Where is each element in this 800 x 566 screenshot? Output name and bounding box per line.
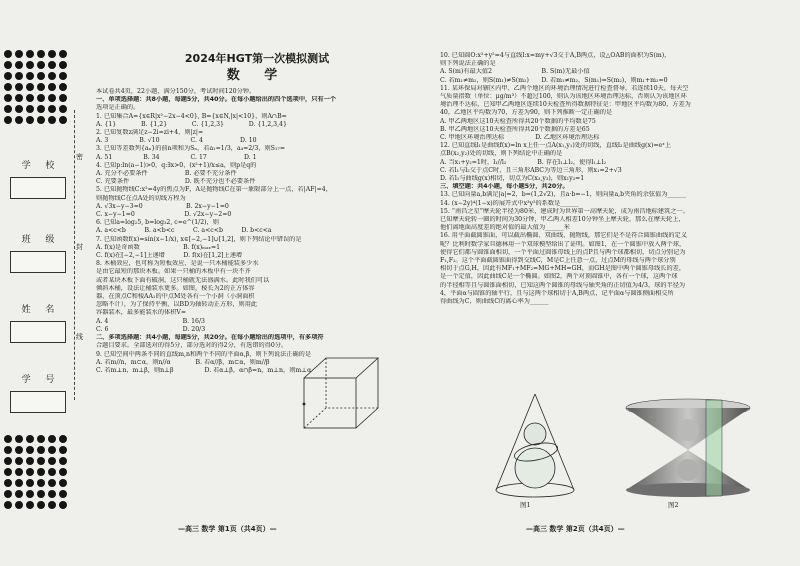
question-line: C. 6 D. 20/3 (96, 325, 206, 333)
question-line: 1. 已知集合A={x∈R|x²−2x−4<0}, B={x∈N,|x|<10}，则A∩B= (96, 112, 287, 120)
binding-dot (4, 61, 12, 69)
small-sphere (524, 423, 546, 445)
question-line: 二、多项选择题：共4小题，每题5分，共20分。在每小题给出的选项中，有多项符 (96, 334, 324, 342)
binding-dot (26, 72, 34, 80)
question-line: 6. 已知a=log₂5, b=log₃2, c=e^(1/2)，则 (96, 219, 219, 227)
binding-dot (26, 446, 34, 454)
student-id-box[interactable] (10, 391, 66, 413)
question-line: 合题目要求。全部选对的得5分，部分选对的得2分，有选错的得0分。 (96, 342, 288, 350)
binding-dot (26, 83, 34, 91)
binding-dot (48, 479, 56, 487)
binding-dot (26, 457, 34, 465)
binding-dot (37, 435, 45, 443)
binding-dot (4, 457, 12, 465)
student-id-field (8, 372, 68, 413)
question-line: C. 甲地区环境治理达标 D. 乙地区环境治理达标 (440, 134, 600, 142)
question-line: A. f(x)是奇函数 B. f(x)ₘₐₓ=1 (96, 243, 221, 251)
question-line: 16. 用平面截圆锥面，可以截出椭圆、双曲线、抛物线，那它们是不是符合圆锥曲线的定义 (440, 232, 687, 240)
question-line: 5. 已知抛物线C:x²=4y的焦点为F，A是抛物线C在第一象限部分上一点，若|AF|=4， (96, 186, 332, 194)
binding-dot (48, 116, 56, 124)
binding-dot (4, 446, 12, 454)
upper-sphere (677, 419, 699, 441)
binding-dot (26, 468, 34, 476)
question-line: A. 甲乙两地区这10天检查所得共20个数据的平均数是75 (440, 117, 596, 125)
binding-dot (48, 83, 56, 91)
binding-dot (37, 50, 45, 58)
name-label: 姓 名 (21, 305, 61, 315)
binding-dot (59, 50, 67, 58)
question-line: C. 充要条件 D. 既不充分也不必要条件 (96, 178, 256, 186)
binding-dot (59, 61, 67, 69)
question-line: A. 当x₁+y₂=1时，l₁//l₂ B. 存在l₁⊥l₂，使得l₁⊥l₂ (440, 158, 607, 166)
page-2-column (440, 52, 780, 306)
question-line: 9. 已知空间中两条不同的直线m,n和两个不同的平面α,β，则下列说法正确的是 (96, 350, 312, 358)
question-line: 一、单项选择题：共8小题，每题5分，共40分。在每小题给出的四个选项中，只有一个 (96, 96, 336, 104)
binding-dot (37, 72, 45, 80)
binding-dot (15, 490, 23, 498)
student-id-label: 学 号 (21, 375, 61, 385)
binding-dot (48, 50, 56, 58)
binding-dot (15, 468, 23, 476)
binding-dot (48, 468, 56, 476)
question-line: F₁,F₂。这个平面截圆锥面得到交线C，M是C上任意一点，过点M的母线与两个球分别 (440, 257, 676, 265)
binding-dot (37, 94, 45, 102)
question-line: 气质量指数（单位：μg/m³）不超过100，则认为该地区环境治理达标，否则认为该地区环 (440, 93, 687, 101)
figure-1-caption: 图1 (520, 501, 531, 509)
binding-dot (59, 105, 67, 113)
page-1-column (96, 52, 418, 375)
binding-dots-top (4, 50, 70, 124)
question-line: 40，乙地区平均数为70，方差为90，则下列推断一定正确的是 (440, 109, 613, 117)
binding-dot (59, 457, 67, 465)
question-line: 倾斜木桶，设法让桶装水更多。如图，棱长为2的正方体容 (96, 284, 255, 292)
binding-dot (59, 72, 67, 80)
binding-dot (37, 468, 45, 476)
binding-dot (37, 116, 45, 124)
question-line: 或者某块木板下面有破洞，这只桶就无法盛满水。此时我们可以 (96, 276, 270, 284)
binding-dot (15, 116, 23, 124)
question-line: A. a<c<b B. a<b<c C. a<c<b D. b<c<a (96, 227, 272, 235)
binding-dot (15, 446, 23, 454)
binding-dot (15, 479, 23, 487)
lower-sphere (677, 459, 699, 481)
binding-dot (15, 435, 23, 443)
binding-dot (59, 435, 67, 443)
binding-dot (15, 105, 23, 113)
cut-mark-xian: 线 (76, 333, 83, 341)
binding-dot (48, 457, 56, 465)
question-line: A. S(m)有最大值2 B. S(m)无最小值 (440, 68, 590, 76)
class-field (8, 232, 68, 273)
question-line: 10. 已知圆O:x²+y²=4与直线l:x=my+√3交于A,B两点，设△OAB的面积为S(m)， (440, 52, 671, 59)
exam-subject: 数 学 (226, 68, 288, 83)
binding-dot (15, 61, 23, 69)
question-line: 相切于点G,H，因此有MF₁+MF₂=MG+MH=GH，而GH是图中两个圆锥母线长的差， (440, 265, 686, 273)
question-line: A. 若m//n，m⊂α，则n//α B. 若α//β，m⊂α，则m//β (96, 358, 270, 366)
binding-dot (48, 61, 56, 69)
question-line: A. {1} B. {1,2} C. {1,2,3} D. {1,2,3,4} (96, 120, 287, 128)
question-line: 得曲线为C，则曲线C的离心率为______ (440, 298, 549, 306)
question-line: 三、填空题：共4小题，每小题5分，共20分。 (440, 183, 569, 191)
question-line: 15. “南昌之星”摩天轮半径为80米，建成时为世界第一高摩天轮，成为南昌地标建筑之一。 (440, 207, 689, 215)
plane-alpha (706, 400, 722, 496)
binding-dot (59, 83, 67, 91)
question-line: 容器装木，最多能装水的体积V= (96, 309, 187, 317)
question-line: 使得它们都与圆锥面相切，一个平面过圆锥母线上的点P且与两个球都相切，切点分别记为 (440, 248, 686, 256)
binding-dot (37, 83, 45, 91)
cut-mark-feng: 封 (76, 243, 83, 251)
question-line: D. 若l₁与曲线g(x)相切，切点为C(x₃,y₃)，则x₁y₃=1 (440, 175, 585, 183)
question-line: 境治理不达标，已知甲乙两地区连续10天检查所得数据特征是：甲地区平均数为80，方差为 (440, 101, 691, 109)
binding-dot (15, 72, 23, 80)
question-line: 是一个定值，因此曲线C是一个椭圆。如图2，两个对顶圆锥中，各有一个球，这两个球 (440, 273, 678, 281)
question-line: C. 若l₁与l₂交于点C时，且三角形ABC为等边三角形，则x₁=2+√3 (440, 166, 622, 174)
question-line: A. 3 B. √10 C. 4 D. 10 (96, 137, 257, 145)
question-line: 器，在顶点C和棱AA₁的中点M处各有一个小洞（小洞面积 (96, 293, 255, 301)
binding-dot (4, 501, 12, 509)
binding-dot (59, 501, 67, 509)
question-line: C. x−y−1=0 D. √2x−y−2=0 (96, 211, 232, 219)
binding-dot (15, 457, 23, 465)
binding-dot (59, 468, 67, 476)
binding-dot (26, 490, 34, 498)
name-box[interactable] (10, 321, 66, 343)
cube-front-face (304, 378, 356, 428)
page-1-footer: —高三 数学 第1页（共4页）— (178, 525, 277, 533)
question-line: 4，平面α与圆锥的轴平行，且与这两个球相切于A,B两点，记平面α与圆锥侧面相交所 (440, 289, 674, 297)
question-line: 是由它最短的那块木板。如果一只桶的木板中有一块不齐 (96, 268, 251, 276)
class-label: 班 级 (21, 235, 61, 245)
page-2-questions (440, 52, 780, 306)
binding-dot (15, 501, 23, 509)
figure-2-caption: 图2 (668, 501, 679, 509)
binding-dot (15, 83, 23, 91)
binding-dot (37, 501, 45, 509)
binding-dot (4, 72, 12, 80)
question-line: 则抛物线C在点A处的切线方程为 (96, 194, 186, 202)
binding-dot (26, 61, 34, 69)
binding-dot (4, 83, 12, 91)
binding-dot (37, 105, 45, 113)
binding-dot (4, 105, 12, 113)
cube-figure (296, 352, 384, 434)
page-2-footer: —高三 数学 第2页（共4页）— (526, 525, 625, 533)
binding-dot (37, 479, 45, 487)
binding-dots-bottom (4, 435, 70, 509)
exam-title: 2024年HGT第一次模拟测试 (184, 52, 330, 65)
binding-dot (26, 94, 34, 102)
question-line: C. f(x)在[−2,−1]上递增 D. f(x)在[1,2]上递增 (96, 252, 243, 260)
binding-dot (48, 72, 56, 80)
question-line: 他们离地面高度差的绝对值的最大值为______米 (440, 224, 570, 232)
binding-dot (26, 116, 34, 124)
question-line: 的半径相等且与圆锥面相切，已知这两个圆锥的母线与轴夹角的正切值为4/3，球的半径为 (440, 281, 686, 289)
binding-dot (48, 94, 56, 102)
question-line: 本试卷共4页，22小题，满分150分，考试时间120分钟。 (96, 88, 256, 95)
question-line: 选项是正确的。 (96, 104, 140, 112)
binding-dot (26, 501, 34, 509)
name-field (8, 302, 68, 343)
binding-dot (26, 435, 34, 443)
binding-dot (59, 94, 67, 102)
binding-dot (37, 490, 45, 498)
binding-dot (37, 457, 45, 465)
question-line: 14. (x−2y)⁴(1−x)的展开式中x³y²的系数是______ (440, 199, 579, 207)
binding-dot (37, 446, 45, 454)
binding-dot (15, 94, 23, 102)
binding-dot (26, 479, 34, 487)
binding-dot (4, 490, 12, 498)
question-line: 则下列说法正确的是 (440, 60, 496, 68)
binding-dot (4, 50, 12, 58)
class-box[interactable] (10, 251, 66, 273)
question-line: A. 4 B. 16/3 (96, 317, 205, 325)
cube-top-face (304, 358, 378, 378)
binding-dot (59, 490, 67, 498)
figure-2-double-cone (618, 398, 758, 498)
question-line: 12. 已知直线l₁是曲线f(x)=ln x上任一点A(x₁,y₁)处的切线，直线l₂是曲线g(x)=eˣ上 (440, 142, 672, 150)
binding-dot (15, 50, 23, 58)
question-line: A. 充分不必要条件 B. 必要不充分条件 (96, 170, 237, 178)
binding-dot (4, 116, 12, 124)
lower-cone-base (626, 483, 750, 497)
binding-dot (26, 50, 34, 58)
question-line: A. 51 B. 34 C. 17 D. 1 (96, 153, 257, 161)
question-line: 3. 已知等差数列{aₙ}的前n项和为Sₙ，若a₁=1/3，a₄=2/3，则S₁₇= (96, 145, 286, 153)
binding-dot (48, 490, 56, 498)
question-line: C. 若m⊥n，m⊥β，则n⊥β D. 若α⊥β，α∩β=n，m⊥n，则m⊥α (96, 366, 312, 374)
question-line: 已知摩天轮转一圈的时间为30分钟，甲乙两人相差10分钟坐上摩天轮，那么在摩天轮上， (440, 216, 685, 224)
binding-dot (4, 479, 12, 487)
binding-dot (48, 105, 56, 113)
question-line: B. 甲乙两地区这10天检查所得共20个数据的方差是65 (440, 125, 590, 133)
question-line: 4. 已知p:ln(a−1)>0，q:∃x>0，(x²+1)/x≤a，则p是q的 (96, 161, 257, 169)
question-line: 7. 已知函数f(x)=sin(x−1/x), x∈[−2,−1]∪[1,2]，则下列结论中错误的是 (96, 235, 302, 243)
question-line: 11. 某环保局对辖区内甲、乙两个地区的环境治理情况进行检查督导，若连续10天，每天空 (440, 84, 689, 92)
binding-dot (4, 468, 12, 476)
binding-dot (48, 501, 56, 509)
binding-dot (4, 94, 12, 102)
binding-strip (0, 40, 84, 540)
binding-dot (37, 61, 45, 69)
binding-dot (59, 479, 67, 487)
question-line: A. √3x−y−3=0 B. 2x−y−1=0 (96, 202, 229, 210)
binding-dot (26, 105, 34, 113)
binding-dot (48, 435, 56, 443)
question-line: 点B(x₂,y₂)处的切线，则下列结论中正确的是 (440, 150, 563, 158)
page-1-questions (96, 88, 418, 375)
question-line: C. 若m₁≠m₂，则S(m₁)≠S(m₂) D. 若m₁≠m₂，S(m₁)=S(m₂)，则m₁+m₂=0 (440, 76, 668, 84)
question-line: 2. 已知复数z满足z−2i=zi+4，则|z|= (96, 129, 204, 137)
binding-dot (59, 116, 67, 124)
cut-mark-mi: 密 (76, 153, 83, 161)
question-line: 忽略不计），为了保持平衡，以BD为轴转动正方形，则用此 (96, 301, 258, 309)
figure-1-cone (490, 390, 580, 500)
binding-dot (48, 446, 56, 454)
cube-point-m (303, 403, 306, 406)
binding-dot (4, 435, 12, 443)
question-line: 8. 木桶效应，也可称为短板效应，是说一只木桶能装多少水 (96, 260, 259, 268)
binding-dot (59, 446, 67, 454)
question-line: 呢？比利时数学家旦德林用一个双球模型给出了证明。如图1，在一个圆锥中放入两个球， (440, 240, 686, 248)
school-box[interactable] (10, 177, 66, 199)
school-field (8, 158, 68, 199)
school-label: 学 校 (21, 161, 61, 171)
large-sphere (515, 448, 555, 488)
question-line: 13. 已知向量a,b满足|a|=2，b=(1,2√2)，且a·b=−1，则向量a,b夹角的余弦值为______ (440, 191, 686, 199)
